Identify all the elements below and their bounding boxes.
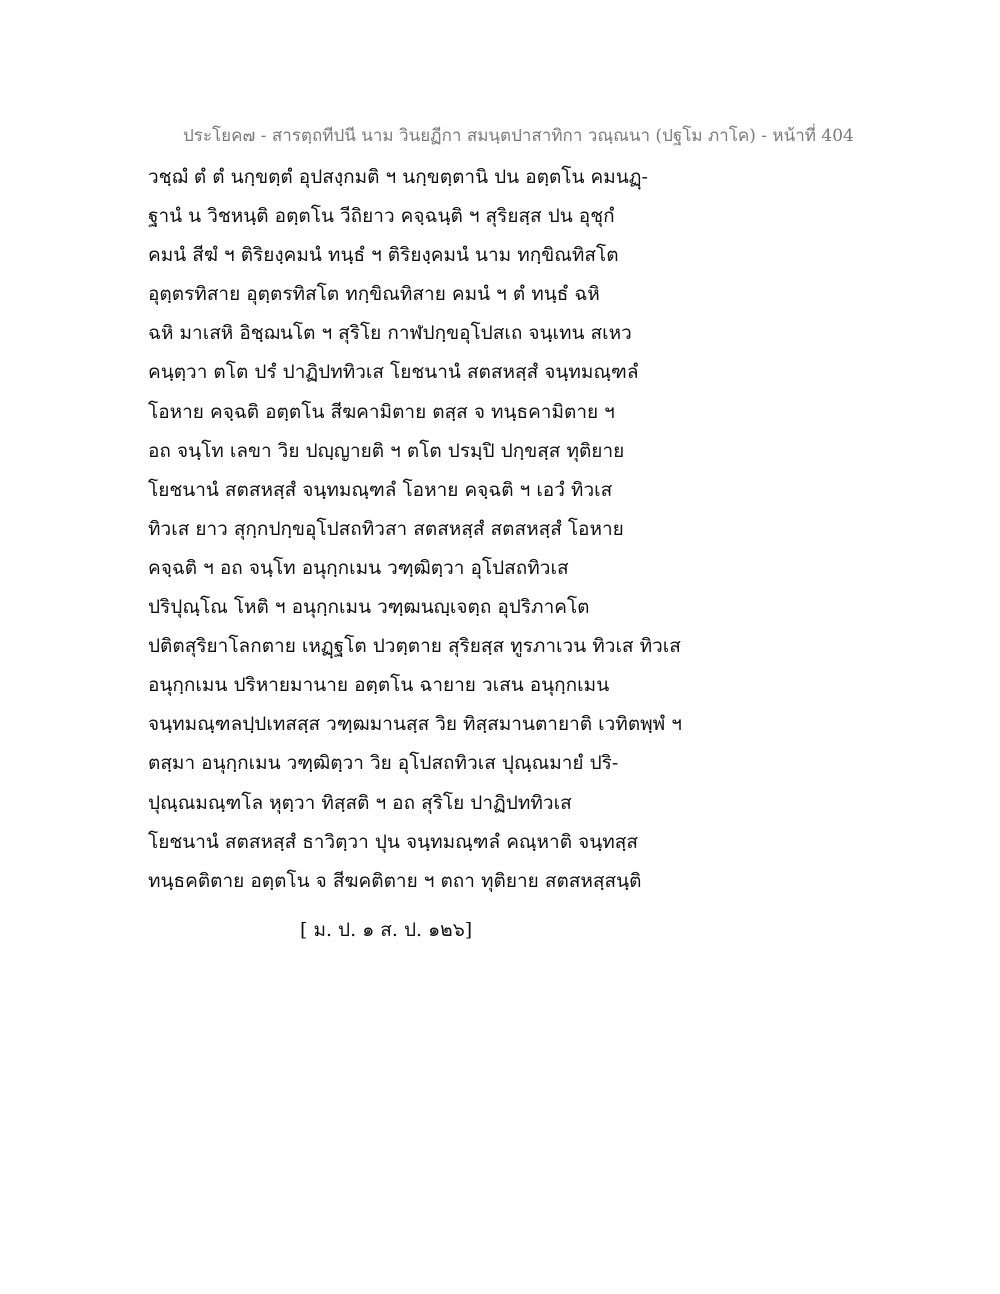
text-line: ทิวเส ยาว สุกฺกปกฺขอุโปสถทิวสา สตสหสฺสํ สตสหสฺสํ โอหาย: [148, 517, 624, 540]
text-line: อถ จนฺโท เลขา วิย ปญฺญายติ ฯ ตโต ปรมฺปิ ปกฺขสฺส ทุติยาย: [148, 439, 625, 462]
page-reference: [ ม. ป. ๑ ส. ป. ๑๒๖]: [300, 919, 473, 941]
text-line: ปริปุณฺโณ โหติ ฯ อนุกฺกเมน วฑฺฒนญฺเจตฺถ อุปริภาคโต: [148, 596, 590, 619]
body-text: [148, 158, 708, 901]
text-line: คจฺฉติ ฯ อถ จนฺโท อนุกฺกเมน วฑฺฒิตฺวา อุโปสถทิวเส: [148, 556, 569, 579]
text-line: วชฺฌํ ตํ ตํ นกฺขตฺตํ อุปสงฺกมติ ฯ นกฺขตฺตานิ ปน อตฺตโน คมนฏฺ-: [148, 166, 648, 188]
text-line: ฉหิ มาเสหิ อิชฺฌนโต ฯ สุริโย กาฬปกฺขอุโปสเถ จนฺเทน สเหว: [148, 322, 632, 345]
text-line: ปติตสุริยาโลกตาย เหฏฺฐโต ปวตฺตาย สุริยสฺส ทูรภาเวน ทิวเส ทิวเส: [148, 635, 681, 658]
text-line: ทนฺธคติตาย อตฺตโน จ สีฆคติตาย ฯ ตถา ทุติยาย สตสหสฺสนฺติ: [148, 869, 642, 892]
text-line: โยชนานํ สตสหสฺสํ ธาวิตฺวา ปุน จนฺทมณฺฑลํ คณฺหาติ จนฺทสฺส: [148, 830, 638, 853]
text-line: คมนํ สีฆํ ฯ ติริยงฺคมนํ ทนฺธํ ฯ ติริยงฺคมนํ นาม ทกฺขิณทิสโต: [148, 244, 619, 267]
text-line: ฐานํ น วิชหนฺติ อตฺตโน วีถิยาว คจฺฉนฺติ ฯ สุริยสฺส ปน อุชุกํ: [148, 205, 615, 228]
text-line: อุตฺตรทิสาย อุตฺตรทิสโต ทกฺขิณทิสาย คมนํ ฯ ตํ ทนฺธํ ฉหิ: [148, 283, 600, 306]
page-header: ประโยค๗ - สารตฺถทีปนี นาม วินยฏีกา สมนฺตปาสาทิกา วณฺณนา (ปฐโม ภาโค) - หน้าที่ 404: [183, 126, 854, 146]
text-line: อนุกฺกเมน ปริหายมานาย อตฺตโน ฉายาย วเสน อนุกฺกเมน: [148, 674, 610, 697]
text-line: คนฺตฺวา ตโต ปรํ ปาฏิปททิวเส โยชนานํ สตสหสฺสํ จนฺทมณฺฑลํ: [148, 361, 639, 384]
text-line: จนฺทมณฺฑลปฺปเทสสฺส วฑฺฒมานสฺส วิย ทิสฺสมานตายาติ เวทิตพฺพํ ฯ: [148, 713, 682, 736]
text-line: ตสฺมา อนุกฺกเมน วฑฺฒิตฺวา วิย อุโปสถทิวเส ปุณฺณมายํ ปริ-: [148, 752, 619, 775]
text-line: โยชนานํ สตสหสฺสํ จนฺทมณฺฑลํ โอหาย คจฺฉติ ฯ เอวํ ทิวเส: [148, 478, 613, 501]
text-line: โอหาย คจฺฉติ อตฺตโน สีฆคามิตาย ตสฺส จ ทนฺธคามิตาย ฯ: [148, 400, 615, 423]
text-line: ปุณฺณมณฺฑโล หุตฺวา ทิสฺสติ ฯ อถ สุริโย ปาฏิปททิวเส: [148, 791, 572, 814]
